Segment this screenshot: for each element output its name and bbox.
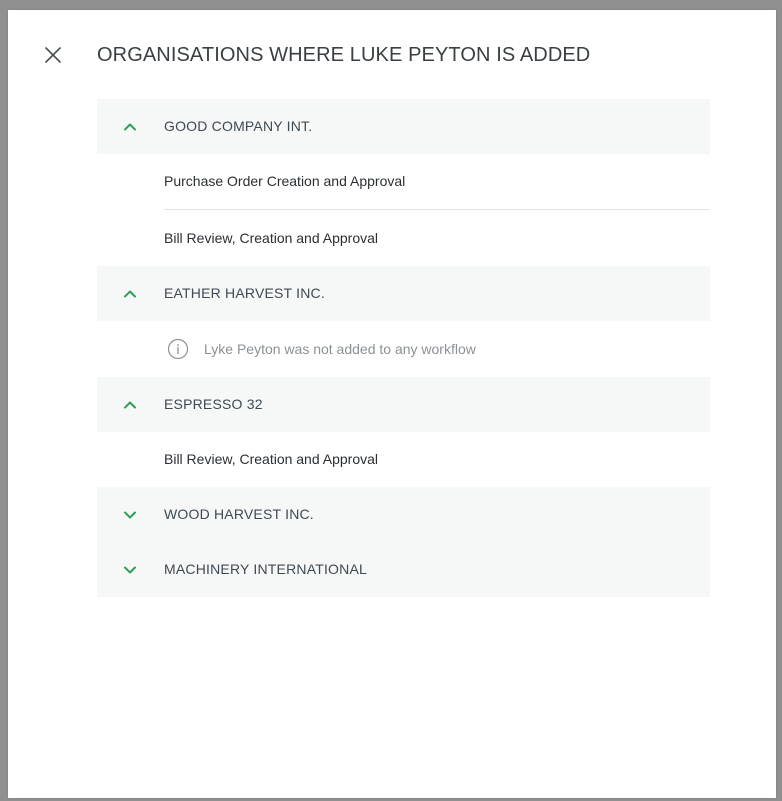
org-header-espresso-32[interactable] — [97, 377, 710, 432]
chevron-up-icon — [123, 398, 137, 412]
chevron-up-icon — [123, 120, 137, 134]
background-right-column — [776, 0, 782, 801]
modal-title: ORGANISATIONS WHERE LUKE PEYTON IS ADDED — [97, 44, 591, 66]
org-name: WOOD HARVEST INC. — [164, 506, 314, 522]
close-button[interactable] — [41, 43, 65, 67]
org-header-eather-harvest[interactable] — [97, 266, 710, 321]
chevron-up-icon — [123, 287, 137, 301]
org-name: MACHINERY INTERNATIONAL — [164, 561, 367, 577]
chevron-down-icon — [123, 563, 137, 577]
organisation-list — [97, 99, 710, 597]
info-icon — [167, 338, 189, 360]
workflow-item[interactable]: Bill Review, Creation and Approval — [164, 230, 379, 246]
org-name: EATHER HARVEST INC. — [164, 285, 325, 301]
no-workflow-message: Lyke Peyton was not added to any workflow — [204, 341, 476, 357]
no-workflow-note — [164, 321, 710, 377]
org-header-wood-harvest[interactable] — [97, 487, 710, 542]
organisations-modal — [8, 10, 776, 798]
chevron-down-icon — [123, 508, 137, 522]
workflow-item[interactable]: Purchase Order Creation and Approval — [164, 154, 710, 210]
org-header-good-company[interactable] — [97, 99, 710, 154]
background-left-column — [0, 0, 8, 801]
org-name: GOOD COMPANY INT. — [164, 118, 313, 134]
close-icon — [41, 43, 65, 67]
org-header-machinery-international[interactable] — [97, 542, 710, 597]
org-name: ESPRESSO 32 — [164, 396, 263, 412]
workflow-item[interactable]: Bill Review, Creation and Approval — [164, 451, 379, 467]
